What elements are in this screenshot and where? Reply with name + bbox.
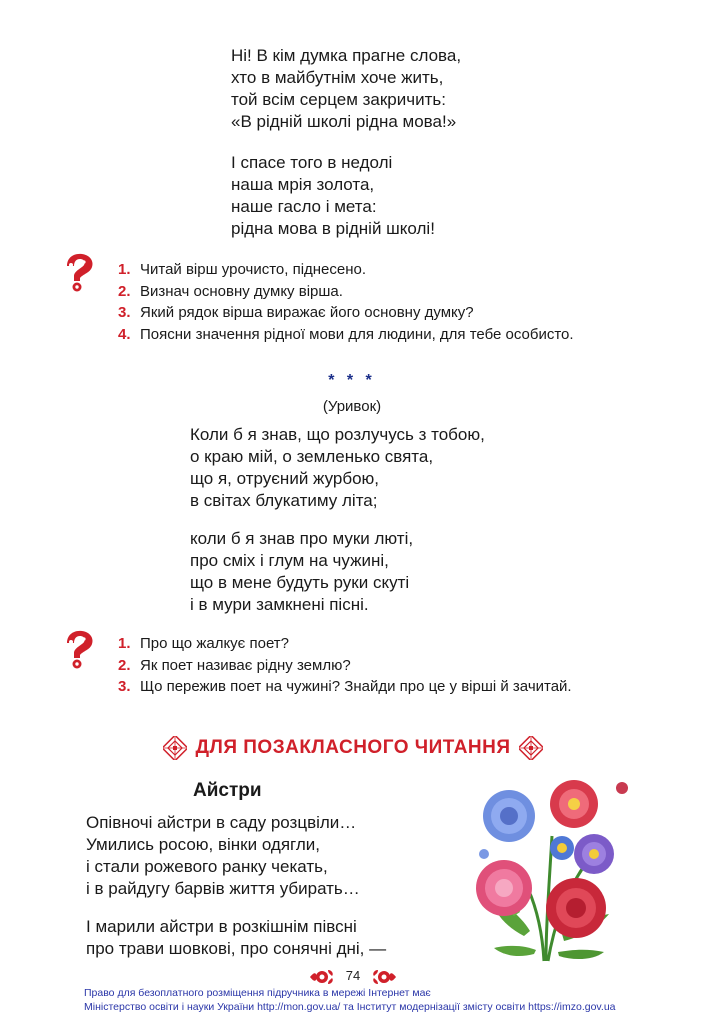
page-number: 74 bbox=[345, 968, 361, 983]
question-item: 3. Що пережив поет на чужині? Знайди про це у вірші й зачитай. bbox=[118, 678, 572, 695]
question-icon bbox=[62, 629, 96, 674]
excerpt-label: (Уривок) bbox=[322, 398, 382, 415]
question-list bbox=[118, 633, 572, 698]
poem-line: коли б я знав про муки люті, bbox=[190, 529, 414, 548]
question-item: 4. Поясни значення рідної мови для людини, для тебе особисто. bbox=[118, 325, 574, 343]
question-icon bbox=[62, 252, 96, 297]
poem-line: Коли б я знав, що розлучусь з тобою, bbox=[190, 425, 485, 444]
poem-title: Айстри bbox=[193, 780, 262, 801]
poem-line: о краю мій, о земленько свята, bbox=[190, 447, 434, 466]
footer-line: Міністерство освіти і науки України http://mon.gov.ua/ та Інститут модернізації змісту освіти https://imzo.gov.ua bbox=[84, 1001, 616, 1013]
poem-line: Опівночі айстри в саду розцвіли… bbox=[86, 813, 357, 832]
question-item: 1. Про що жалкує поет? bbox=[118, 635, 290, 652]
poem-line: наше гасло і мета: bbox=[231, 197, 377, 216]
poem-line: в світах блукатиму літа; bbox=[190, 491, 378, 510]
question-item: 1. Читай вірш урочисто, піднесено. bbox=[118, 261, 367, 278]
question-item: 2. Як поет називає рідну землю? bbox=[118, 656, 351, 674]
section-divider-stars: * * * bbox=[328, 372, 376, 389]
poem-stanza bbox=[86, 812, 360, 900]
poem-line: І спасе того в недолі bbox=[231, 153, 393, 172]
footer-line: Право для безоплатного розміщення підручника в мережі Інтернет має bbox=[84, 987, 431, 999]
poem-line: І марили айстри в розкішнім півсні bbox=[86, 917, 357, 936]
poem-line: хто в майбутнім хоче жить, bbox=[231, 68, 444, 87]
poem-line: «В рідній школі рідна мова!» bbox=[231, 112, 457, 131]
poem-line: що в мене будуть руки скуті bbox=[190, 573, 410, 592]
poem-line: Умились росою, вінки одягли, bbox=[86, 835, 320, 854]
question-list bbox=[118, 259, 574, 345]
ornament-icon bbox=[519, 736, 543, 760]
poem-line: рідна мова в рідній школі! bbox=[231, 219, 435, 238]
poem-stanza bbox=[231, 152, 435, 240]
poem-line: і стали рожевого ранку чекать, bbox=[86, 857, 328, 876]
question-item: 3. Який рядок вірша виражає його основну думку? bbox=[118, 304, 474, 321]
poem-line: про сміх і глум на чужині, bbox=[190, 551, 389, 570]
page-number-ornament bbox=[308, 966, 398, 988]
footer-license bbox=[84, 986, 616, 1014]
section-heading bbox=[148, 736, 558, 760]
poem-line: що я, отруєний журбою, bbox=[190, 469, 380, 488]
poem-line: той всім серцем закричить: bbox=[231, 90, 446, 109]
poem-line: наша мрія золота, bbox=[231, 175, 375, 194]
poem-line: і в райдугу барвів життя убирать… bbox=[86, 879, 360, 898]
poem-line: про трави шовкові, про сонячні дні, — bbox=[86, 939, 387, 958]
section-title: ДЛЯ ПОЗАКЛАСНОГО ЧИТАННЯ bbox=[195, 737, 511, 758]
poem-line: і в мури замкнені пісні. bbox=[190, 595, 369, 614]
ornament-icon bbox=[163, 736, 187, 760]
asters-illustration bbox=[464, 776, 634, 971]
poem-stanza bbox=[190, 528, 413, 616]
poem-stanza bbox=[190, 424, 485, 512]
poem-line: Ні! В кім думка прагне слова, bbox=[231, 46, 462, 65]
poem-stanza bbox=[86, 916, 386, 960]
poem-stanza bbox=[231, 45, 461, 133]
question-item: 2. Визнач основну думку вірша. bbox=[118, 282, 343, 300]
